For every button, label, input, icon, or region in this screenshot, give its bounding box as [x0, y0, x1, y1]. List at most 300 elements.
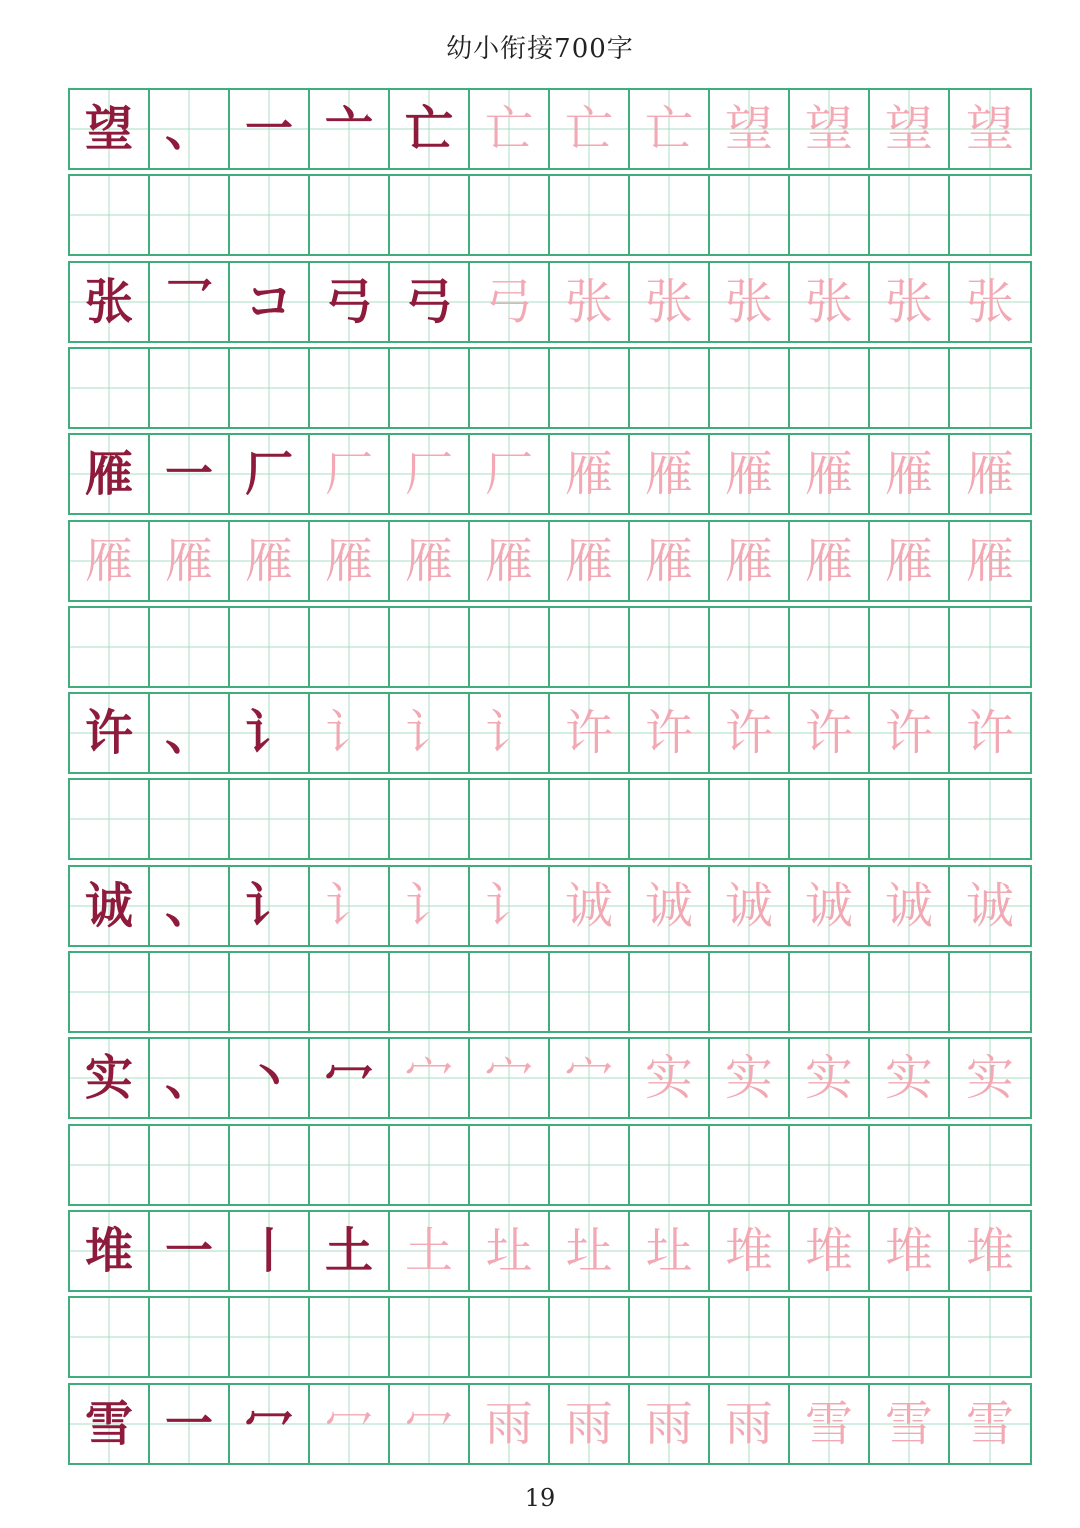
grid-cell [790, 176, 870, 254]
stroke-step-character: 实 [804, 1050, 853, 1107]
stroke-step-character: 、 [164, 101, 213, 157]
grid-cell [390, 263, 470, 341]
stroke-step-character: 冖 [324, 1050, 373, 1107]
stroke-step-character: 讠 [244, 705, 293, 762]
grid-cell [70, 90, 150, 168]
grid-cell [470, 522, 550, 600]
stroke-step-character: 讠 [404, 877, 453, 934]
stroke-step-character: 宀 [564, 1050, 613, 1107]
grid-cell [630, 953, 710, 1031]
stroke-step-character: 许 [965, 705, 1014, 762]
grid-cell [470, 1385, 550, 1463]
grid-cell [150, 1298, 230, 1376]
stroke-step-character: 、 [164, 705, 213, 762]
stroke-step-character: 一 [164, 1395, 213, 1452]
grid-cell [790, 435, 870, 513]
stroke-step-character: 讠 [404, 705, 453, 762]
stroke-step-character: 厂 [244, 446, 293, 503]
grid-cell [710, 1385, 790, 1463]
grid-cell [870, 780, 950, 858]
model-character: 雪 [84, 1395, 133, 1452]
trace-character: 雁 [84, 532, 133, 589]
stroke-step-character: 雪 [965, 1395, 1014, 1452]
stroke-step-character: 望 [884, 101, 933, 157]
grid-cell [310, 780, 390, 858]
stroke-step-character: 诚 [884, 877, 933, 934]
grid-cell [150, 349, 230, 427]
stroke-step-character: 、 [164, 877, 213, 934]
grid-cell [870, 1126, 950, 1204]
grid-cell [230, 1298, 310, 1376]
blank-practice-row [68, 951, 1032, 1033]
grid-cell [870, 1212, 950, 1290]
grid-cell [470, 263, 550, 341]
grid-cell [150, 867, 230, 945]
grid-cell [550, 1298, 630, 1376]
grid-cell [230, 1212, 310, 1290]
grid-cell [150, 608, 230, 686]
grid-cell [630, 1385, 710, 1463]
grid-cell [950, 176, 1030, 254]
grid-cell [630, 1212, 710, 1290]
stroke-step-character: 亡 [484, 101, 533, 157]
stroke-step-character: 雁 [884, 446, 933, 503]
grid-cell [470, 1212, 550, 1290]
grid-cell [870, 867, 950, 945]
grid-cell [70, 694, 150, 772]
grid-cell [310, 608, 390, 686]
stroke-step-character: 宀 [484, 1050, 533, 1107]
grid-cell [70, 780, 150, 858]
grid-cell [230, 1385, 310, 1463]
grid-cell [790, 694, 870, 772]
grid-cell [390, 867, 470, 945]
grid-cell [70, 1385, 150, 1463]
grid-cell [790, 953, 870, 1031]
grid-cell [950, 780, 1030, 858]
stroke-step-character: 一 [244, 101, 293, 157]
stroke-step-character: 讠 [484, 877, 533, 934]
grid-cell [390, 953, 470, 1031]
grid-cell [150, 953, 230, 1031]
grid-cell [150, 90, 230, 168]
grid-cell [870, 1385, 950, 1463]
stroke-step-character: 实 [724, 1050, 773, 1107]
stroke-step-character: 望 [724, 101, 773, 157]
grid-cell [630, 435, 710, 513]
grid-cell [310, 1385, 390, 1463]
model-character: 诚 [84, 877, 133, 934]
grid-cell [630, 1039, 710, 1117]
model-character: 张 [84, 273, 133, 330]
grid-cell [230, 953, 310, 1031]
grid-cell [310, 1126, 390, 1204]
grid-cell [950, 867, 1030, 945]
stroke-step-character: 张 [965, 273, 1014, 330]
stroke-step-character: 堆 [724, 1222, 773, 1279]
stroke-step-character: 厂 [484, 446, 533, 503]
stroke-step-character: 弓 [324, 273, 373, 330]
grid-cell [950, 522, 1030, 600]
trace-character: 雁 [965, 532, 1014, 589]
grid-cell [150, 1039, 230, 1117]
stroke-step-character: 实 [965, 1050, 1014, 1107]
stroke-step-character: 圵 [644, 1222, 693, 1279]
grid-cell [870, 694, 950, 772]
grid-cell [550, 694, 630, 772]
grid-cell [390, 435, 470, 513]
grid-cell [950, 435, 1030, 513]
grid-cell [70, 435, 150, 513]
grid-cell [310, 953, 390, 1031]
grid-cell [550, 608, 630, 686]
grid-cell [710, 522, 790, 600]
stroke-step-character: コ [244, 273, 293, 330]
stroke-step-character: 许 [644, 705, 693, 762]
stroke-order-row [68, 1383, 1032, 1465]
trace-character: 雁 [644, 532, 693, 589]
grid-cell [70, 1126, 150, 1204]
grid-cell [70, 953, 150, 1031]
stroke-step-character: 亠 [324, 101, 373, 157]
stroke-step-character: 一 [164, 446, 213, 503]
grid-cell [470, 867, 550, 945]
grid-cell [390, 1126, 470, 1204]
grid-cell [950, 1039, 1030, 1117]
stroke-step-character: 土 [404, 1222, 453, 1279]
grid-cell [710, 780, 790, 858]
grid-cell [550, 90, 630, 168]
trace-character: 雁 [724, 532, 773, 589]
stroke-step-character: 雪 [804, 1395, 853, 1452]
trace-character: 雁 [164, 532, 213, 589]
stroke-step-character: 张 [804, 273, 853, 330]
trace-character: 雁 [324, 532, 373, 589]
grid-cell [550, 780, 630, 858]
stroke-step-character: 雨 [484, 1395, 533, 1452]
grid-cell [790, 1039, 870, 1117]
stroke-step-character: 诚 [804, 877, 853, 934]
grid-cell [70, 1298, 150, 1376]
stroke-step-character: 冖 [244, 1395, 293, 1452]
grid-cell [550, 1039, 630, 1117]
grid-cell [630, 608, 710, 686]
stroke-step-character: 亡 [644, 101, 693, 157]
page-number: 19 [524, 1484, 556, 1512]
trace-character: 雁 [244, 532, 293, 589]
stroke-step-character: 雁 [644, 446, 693, 503]
grid-cell [310, 263, 390, 341]
stroke-step-character: 弓 [404, 273, 453, 330]
grid-cell [710, 1298, 790, 1376]
stroke-step-character: 堆 [884, 1222, 933, 1279]
grid-cell [150, 176, 230, 254]
grid-cell [150, 1385, 230, 1463]
grid-cell [630, 90, 710, 168]
grid-cell [70, 867, 150, 945]
grid-cell [630, 522, 710, 600]
trace-character: 雁 [884, 532, 933, 589]
stroke-order-row [68, 433, 1032, 515]
grid-cell [390, 522, 470, 600]
blank-practice-row [68, 606, 1032, 688]
stroke-step-character: 诚 [965, 877, 1014, 934]
grid-cell [630, 263, 710, 341]
grid-cell [230, 263, 310, 341]
stroke-step-character: 亡 [564, 101, 613, 157]
grid-cell [550, 435, 630, 513]
trace-practice-row [68, 520, 1032, 602]
grid-cell [230, 435, 310, 513]
grid-cell [390, 1385, 470, 1463]
stroke-step-character: 堆 [965, 1222, 1014, 1279]
grid-cell [470, 1126, 550, 1204]
stroke-step-character: 实 [884, 1050, 933, 1107]
grid-cell [150, 263, 230, 341]
grid-cell [950, 1212, 1030, 1290]
grid-cell [310, 90, 390, 168]
grid-cell [790, 1385, 870, 1463]
grid-cell [150, 1126, 230, 1204]
grid-cell [470, 1298, 550, 1376]
grid-cell [70, 1212, 150, 1290]
stroke-step-character: 许 [724, 705, 773, 762]
stroke-step-character: 宀 [404, 1050, 453, 1107]
grid-cell [550, 867, 630, 945]
grid-cell [870, 176, 950, 254]
trace-character: 雁 [564, 532, 613, 589]
grid-cell [630, 780, 710, 858]
stroke-step-character: 雨 [724, 1395, 773, 1452]
grid-cell [870, 349, 950, 427]
grid-cell [550, 1126, 630, 1204]
grid-cell [630, 1298, 710, 1376]
grid-cell [630, 694, 710, 772]
stroke-step-character: 堆 [804, 1222, 853, 1279]
stroke-order-row [68, 692, 1032, 774]
model-character: 望 [84, 101, 133, 157]
grid-cell [710, 435, 790, 513]
stroke-step-character: 诚 [724, 877, 773, 934]
blank-practice-row [68, 174, 1032, 256]
grid-cell [230, 1126, 310, 1204]
grid-cell [390, 780, 470, 858]
stroke-step-character: 望 [965, 101, 1014, 157]
grid-cell [710, 1039, 790, 1117]
model-character: 雁 [84, 446, 133, 503]
grid-cell [150, 435, 230, 513]
stroke-step-character: 雪 [884, 1395, 933, 1452]
grid-cell [310, 522, 390, 600]
grid-cell [390, 694, 470, 772]
stroke-step-character: 一 [164, 1222, 213, 1279]
grid-cell [710, 263, 790, 341]
grid-cell [630, 867, 710, 945]
grid-cell [710, 1126, 790, 1204]
grid-cell [710, 176, 790, 254]
grid-cell [550, 263, 630, 341]
grid-cell [870, 522, 950, 600]
stroke-step-character: 张 [564, 273, 613, 330]
stroke-step-character: 讠 [324, 705, 373, 762]
stroke-step-character: 土 [324, 1222, 373, 1279]
grid-cell [70, 522, 150, 600]
grid-cell [310, 349, 390, 427]
trace-character: 雁 [484, 532, 533, 589]
grid-cell [950, 1385, 1030, 1463]
grid-cell [470, 953, 550, 1031]
stroke-step-character: 张 [884, 273, 933, 330]
stroke-step-character: 张 [724, 273, 773, 330]
grid-cell [790, 780, 870, 858]
stroke-step-character: 亡 [404, 101, 453, 157]
grid-cell [310, 1039, 390, 1117]
grid-cell [710, 608, 790, 686]
stroke-order-row [68, 261, 1032, 343]
stroke-step-character: 诚 [644, 877, 693, 934]
trace-character: 雁 [804, 532, 853, 589]
page-title: 幼小衔接700字 [446, 34, 634, 64]
stroke-step-character: 、 [164, 1050, 213, 1107]
grid-cell [550, 176, 630, 254]
stroke-step-character: 弓 [484, 273, 533, 330]
stroke-step-character: 丶 [244, 1050, 293, 1107]
stroke-step-character: 冖 [404, 1395, 453, 1452]
grid-cell [870, 1039, 950, 1117]
grid-cell [390, 176, 470, 254]
grid-cell [790, 608, 870, 686]
model-character: 实 [84, 1050, 133, 1107]
grid-cell [470, 435, 550, 513]
stroke-step-character: 雨 [644, 1395, 693, 1452]
grid-cell [310, 435, 390, 513]
grid-cell [710, 90, 790, 168]
stroke-step-character: 实 [644, 1050, 693, 1107]
grid-cell [70, 349, 150, 427]
stroke-step-character: 厂 [404, 446, 453, 503]
stroke-order-row [68, 88, 1032, 170]
stroke-step-character: 雁 [804, 446, 853, 503]
grid-cell [550, 953, 630, 1031]
grid-cell [550, 522, 630, 600]
grid-cell [70, 263, 150, 341]
grid-cell [710, 1212, 790, 1290]
grid-cell [230, 522, 310, 600]
grid-cell [790, 522, 870, 600]
grid-cell [630, 176, 710, 254]
blank-practice-row [68, 1124, 1032, 1206]
stroke-step-character: 张 [644, 273, 693, 330]
grid-cell [390, 608, 470, 686]
grid-cell [950, 1126, 1030, 1204]
grid-cell [870, 953, 950, 1031]
stroke-order-row [68, 1037, 1032, 1119]
stroke-step-character: 雁 [965, 446, 1014, 503]
stroke-step-character: 许 [564, 705, 613, 762]
grid-cell [630, 349, 710, 427]
grid-cell [710, 953, 790, 1031]
grid-cell [230, 349, 310, 427]
grid-cell [550, 1385, 630, 1463]
grid-cell [870, 90, 950, 168]
grid-cell [790, 1298, 870, 1376]
grid-cell [310, 694, 390, 772]
grid-cell [950, 349, 1030, 427]
grid-cell [790, 867, 870, 945]
grid-cell [70, 608, 150, 686]
grid-cell [310, 867, 390, 945]
stroke-step-character: 厂 [324, 446, 373, 503]
grid-cell [790, 1126, 870, 1204]
stroke-step-character: 讠 [324, 877, 373, 934]
grid-cell [150, 694, 230, 772]
grid-cell [230, 176, 310, 254]
stroke-step-character: 圵 [484, 1222, 533, 1279]
stroke-step-character: 圵 [564, 1222, 613, 1279]
grid-cell [870, 435, 950, 513]
grid-cell [70, 176, 150, 254]
grid-cell [230, 90, 310, 168]
grid-cell [950, 90, 1030, 168]
stroke-step-character: 望 [804, 101, 853, 157]
stroke-step-character: 雁 [724, 446, 773, 503]
grid-cell [150, 522, 230, 600]
grid-cell [550, 349, 630, 427]
grid-cell [230, 867, 310, 945]
grid-cell [870, 1298, 950, 1376]
grid-cell [950, 1298, 1030, 1376]
grid-cell [870, 263, 950, 341]
stroke-step-character: 讠 [244, 877, 293, 934]
grid-cell [790, 263, 870, 341]
stroke-step-character: 许 [804, 705, 853, 762]
grid-cell [470, 176, 550, 254]
grid-cell [70, 1039, 150, 1117]
grid-cell [390, 1212, 470, 1290]
grid-cell [790, 349, 870, 427]
stroke-step-character: 诚 [564, 877, 613, 934]
stroke-order-row [68, 1210, 1032, 1292]
grid-cell [950, 694, 1030, 772]
grid-cell [150, 1212, 230, 1290]
grid-cell [710, 867, 790, 945]
grid-cell [310, 1212, 390, 1290]
stroke-step-character: 丨 [244, 1222, 293, 1279]
trace-character: 雁 [404, 532, 453, 589]
grid-cell [470, 608, 550, 686]
grid-cell [230, 694, 310, 772]
grid-cell [710, 694, 790, 772]
grid-cell [790, 1212, 870, 1290]
stroke-order-row [68, 865, 1032, 947]
grid-cell [230, 608, 310, 686]
stroke-step-character: 许 [884, 705, 933, 762]
blank-practice-row [68, 347, 1032, 429]
blank-practice-row [68, 1296, 1032, 1378]
grid-cell [950, 263, 1030, 341]
stroke-step-character: 乛 [164, 273, 213, 330]
grid-cell [390, 90, 470, 168]
grid-cell [310, 1298, 390, 1376]
stroke-step-character: 雁 [564, 446, 613, 503]
grid-cell [310, 176, 390, 254]
grid-cell [790, 90, 870, 168]
grid-cell [550, 1212, 630, 1290]
grid-cell [470, 90, 550, 168]
grid-cell [470, 349, 550, 427]
grid-cell [950, 608, 1030, 686]
grid-cell [390, 349, 470, 427]
